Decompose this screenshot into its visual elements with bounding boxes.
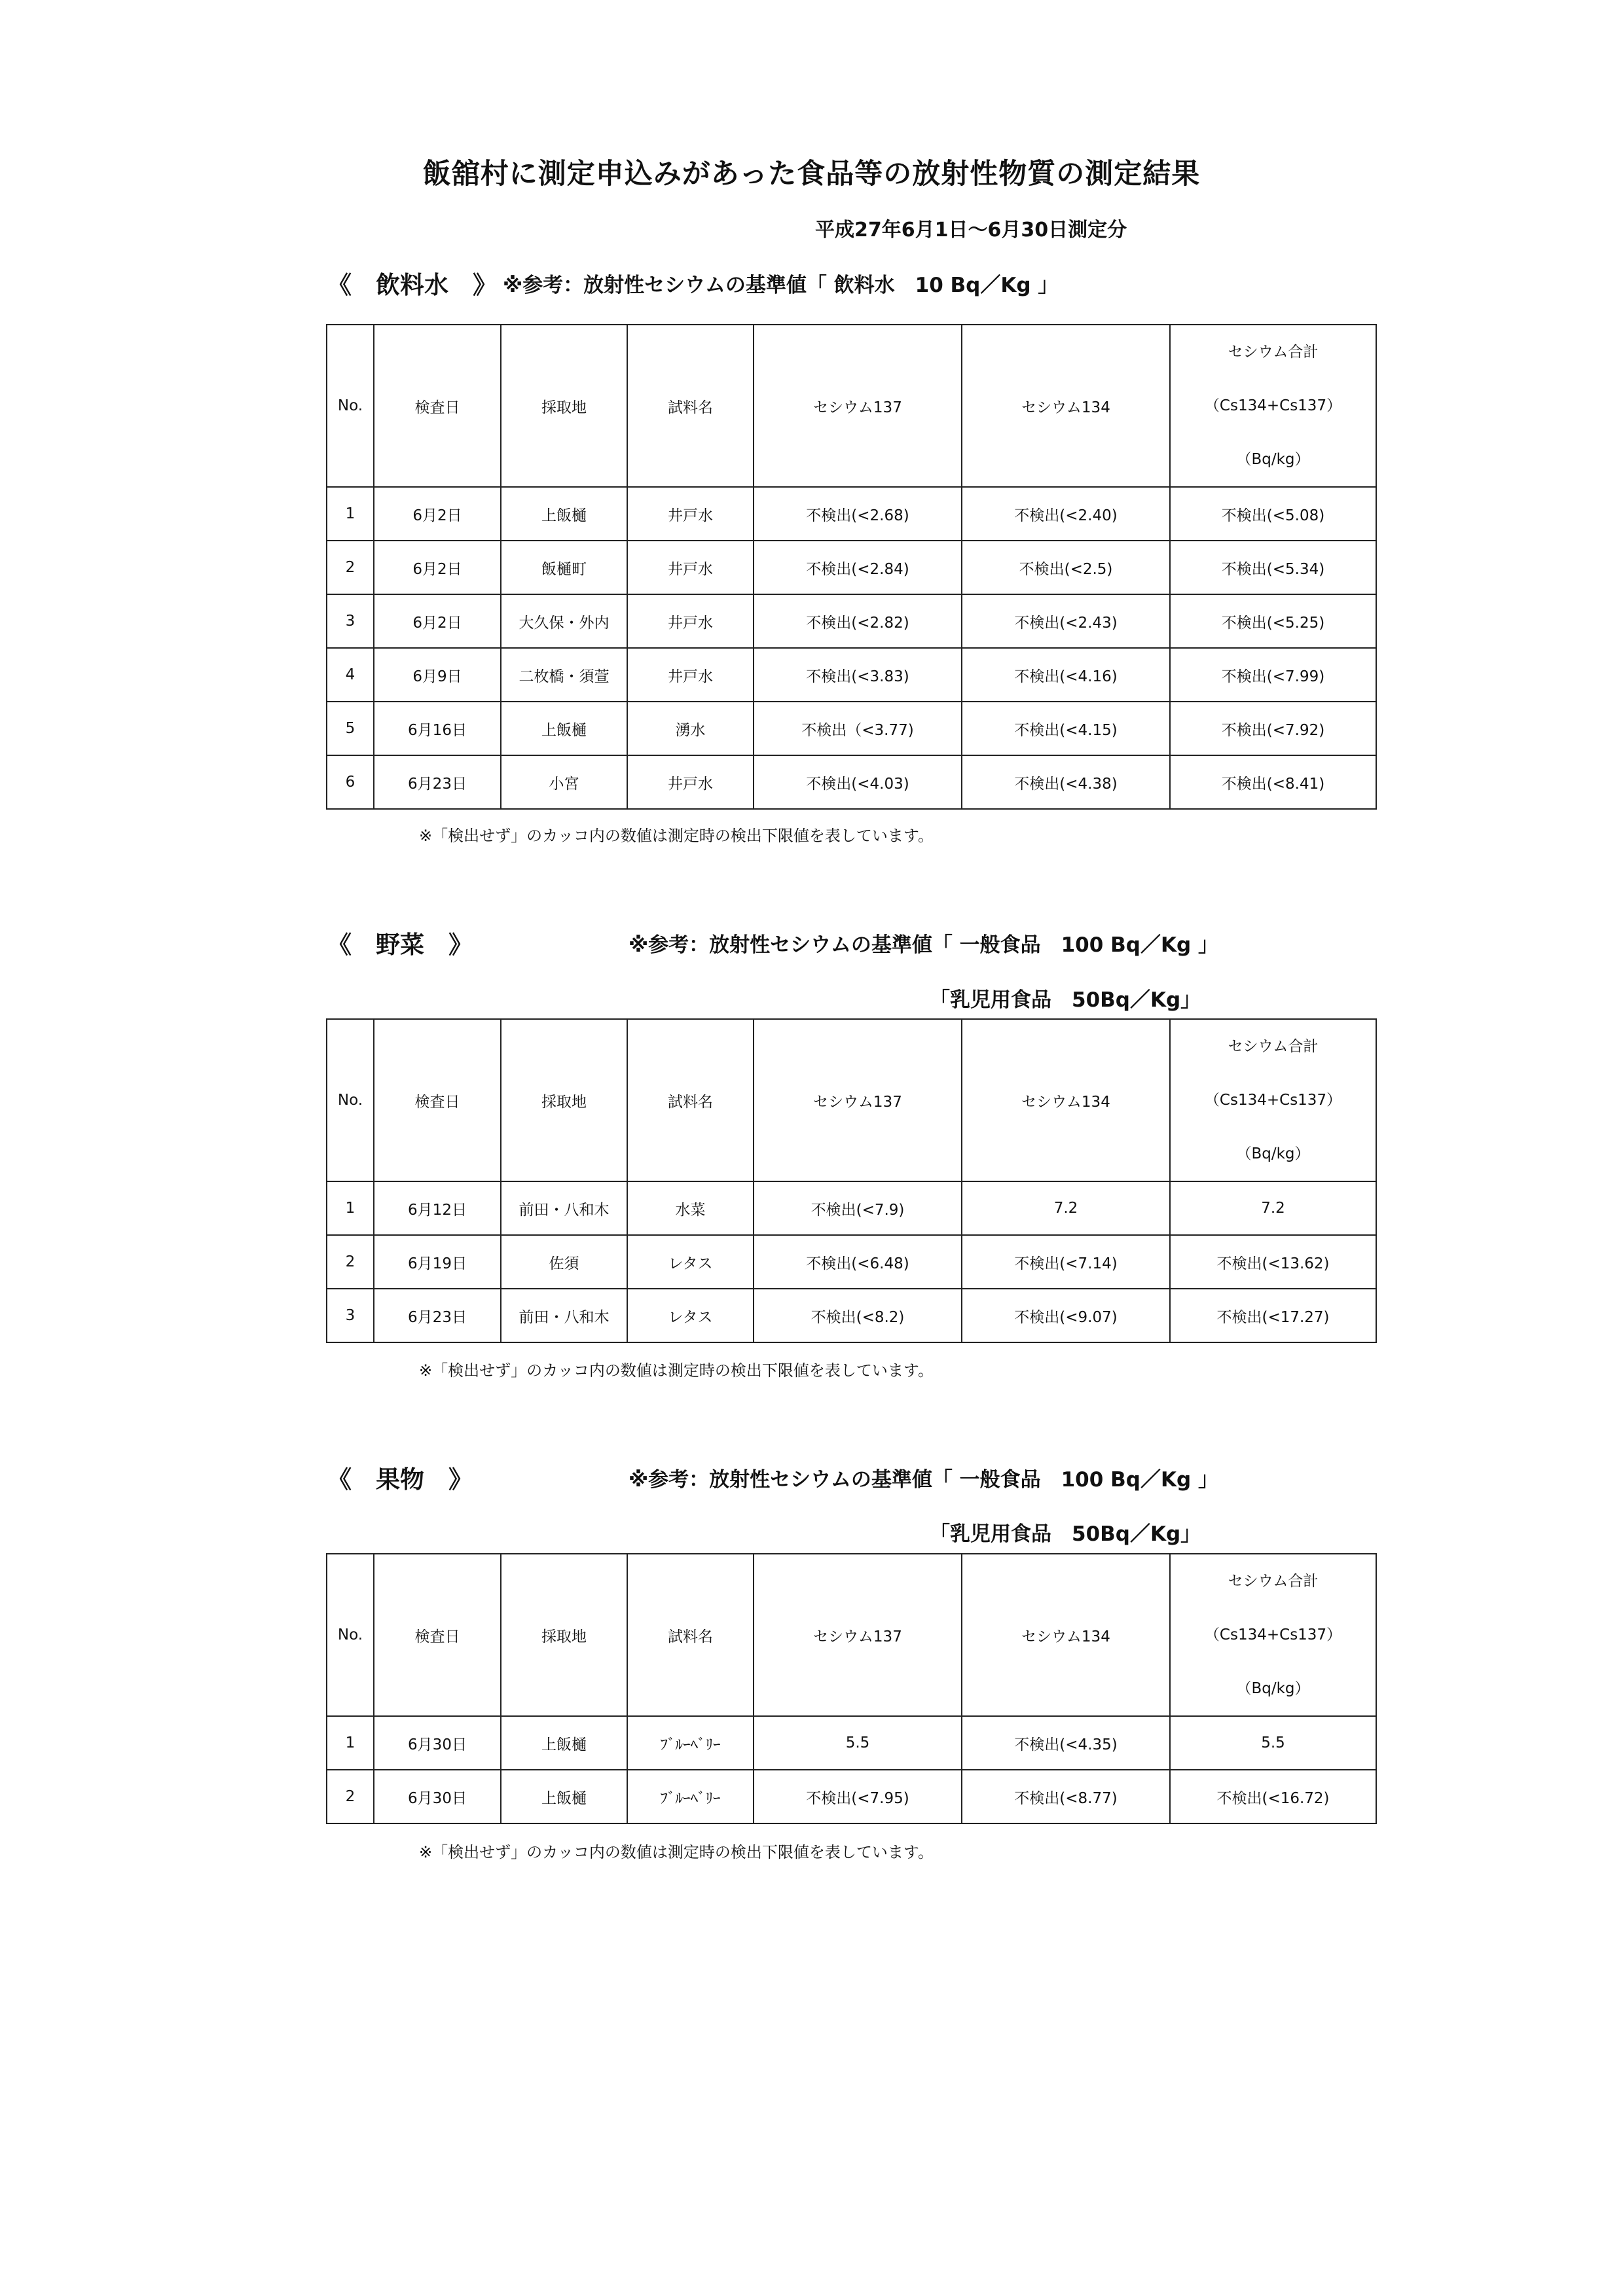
header-cs134: セシウム134 [962,325,1170,487]
cell-total: 不検出(<16.72) [1170,1770,1376,1823]
header-cs134: セシウム134 [962,1554,1170,1716]
cell-sample: 井戸水 [627,541,754,594]
cell-place: 前田・八和木 [501,1289,627,1342]
footnote-fruits: ※「検出せず」のカッコ内の数値は測定時の検出下限値を表しています。 [419,1843,934,1861]
cell-cs137: 不検出(<7.9) [754,1181,962,1235]
cell-cs137: 不検出（<3.77) [754,702,962,755]
header-no: No. [327,325,374,487]
cell-total: 不検出(<13.62) [1170,1235,1376,1289]
header-total [1170,1019,1376,1181]
header-cs137: セシウム137 [754,1554,962,1716]
cell-total: 7.2 [1170,1181,1376,1235]
table-row [327,541,1376,594]
cell-place: 飯樋町 [501,541,627,594]
section-label-drinking-water: 《 飲料水 》 [327,271,497,299]
header-date: 検査日 [374,325,501,487]
cell-date: 6月19日 [374,1235,501,1289]
cell-no: 1 [327,487,374,541]
cell-sample: レタス [627,1289,754,1342]
cell-cs134: 7.2 [962,1181,1170,1235]
header-total [1170,1554,1376,1716]
header-no: No. [327,1554,374,1716]
section-note-infant-vegetables: 「乳児用食品 50Bq／Kg」 [930,988,1201,1012]
section-note-fruits: ※参考：放射性セシウムの基準値「 一般食品 100 Bq／Kg 」 [629,1468,1218,1492]
cell-total: 不検出(<7.99) [1170,648,1376,702]
cell-place: 小宮 [501,755,627,809]
table-row [327,1181,1376,1235]
cell-place: 上飯樋 [501,702,627,755]
cell-place: 二枚橋・須萱 [501,648,627,702]
cell-date: 6月2日 [374,594,501,648]
cell-cs134: 不検出(<2.43) [962,594,1170,648]
cell-sample: 井戸水 [627,594,754,648]
section-note-infant-fruits: 「乳児用食品 50Bq／Kg」 [930,1522,1201,1546]
cell-cs137: 不検出(<8.2) [754,1289,962,1342]
cell-total: 不検出(<5.34) [1170,541,1376,594]
cell-total: 不検出(<8.41) [1170,755,1376,809]
footnote-vegetables: ※「検出せず」のカッコ内の数値は測定時の検出下限値を表しています。 [419,1361,934,1380]
cell-cs134: 不検出(<9.07) [962,1289,1170,1342]
table-row [327,487,1376,541]
cell-place: 上飯樋 [501,1716,627,1770]
header-total-line2: （Cs134+Cs137） [1204,397,1342,414]
cell-place: 前田・八和木 [501,1181,627,1235]
header-place: 採取地 [501,1019,627,1181]
table-row [327,1770,1376,1823]
table-fruits [326,1553,1377,1824]
cell-cs134: 不検出(<4.35) [962,1716,1170,1770]
table-vegetables [326,1018,1377,1343]
header-place: 採取地 [501,1554,627,1716]
header-sample: 試料名 [627,1554,754,1716]
cell-sample: 水菜 [627,1181,754,1235]
header-total-line2: （Cs134+Cs137） [1204,1626,1342,1643]
header-sample: 試料名 [627,325,754,487]
section-note-drinking-water: ※参考：放射性セシウムの基準値「 飲料水 10 Bq／Kg 」 [503,274,1059,297]
table-drinking-water [326,324,1377,810]
header-total-line1: セシウム合計 [1228,1038,1319,1055]
cell-date: 6月9日 [374,648,501,702]
cell-date: 6月12日 [374,1181,501,1235]
cell-total: 5.5 [1170,1716,1376,1770]
cell-cs134: 不検出(<2.40) [962,487,1170,541]
cell-cs134: 不検出(<4.15) [962,702,1170,755]
cell-place: 大久保・外内 [501,594,627,648]
header-date: 検査日 [374,1554,501,1716]
cell-cs134: 不検出(<4.16) [962,648,1170,702]
section-label-fruits: 《 果物 》 [327,1465,473,1494]
cell-cs137: 不検出(<2.82) [754,594,962,648]
cell-no: 3 [327,594,374,648]
table-header-row [327,1019,1376,1181]
cell-cs137: 不検出(<2.68) [754,487,962,541]
cell-date: 6月30日 [374,1716,501,1770]
cell-sample: 井戸水 [627,648,754,702]
cell-no: 2 [327,1235,374,1289]
cell-cs134: 不検出(<2.5) [962,541,1170,594]
cell-no: 1 [327,1181,374,1235]
cell-date: 6月2日 [374,487,501,541]
header-sample: 試料名 [627,1019,754,1181]
header-date: 検査日 [374,1019,501,1181]
table-header-row [327,325,1376,487]
footnote-drinking-water: ※「検出せず」のカッコ内の数値は測定時の検出下限値を表しています。 [419,827,934,845]
header-cs134: セシウム134 [962,1019,1170,1181]
table-row [327,594,1376,648]
table-row [327,702,1376,755]
table-row [327,648,1376,702]
cell-sample: ﾌﾞﾙｰﾍﾞﾘｰ [627,1770,754,1823]
header-total-line1: セシウム合計 [1228,344,1319,361]
table-row [327,755,1376,809]
header-cs137: セシウム137 [754,1019,962,1181]
cell-sample: レタス [627,1235,754,1289]
header-no: No. [327,1019,374,1181]
cell-sample: 湧水 [627,702,754,755]
table-header-row [327,1554,1376,1716]
cell-no: 4 [327,648,374,702]
measurement-period: 平成27年6月1日～6月30日測定分 [815,219,1127,242]
cell-no: 2 [327,1770,374,1823]
cell-no: 1 [327,1716,374,1770]
header-total-line1: セシウム合計 [1228,1573,1319,1590]
cell-no: 5 [327,702,374,755]
cell-cs134: 不検出(<4.38) [962,755,1170,809]
cell-total: 不検出(<5.08) [1170,487,1376,541]
table-row [327,1235,1376,1289]
header-total-line3: （Bq/kg） [1236,1680,1310,1697]
cell-cs137: 不検出(<4.03) [754,755,962,809]
section-label-vegetables: 《 野菜 》 [327,931,473,959]
header-total-line2: （Cs134+Cs137） [1204,1092,1342,1109]
cell-cs134: 不検出(<8.77) [962,1770,1170,1823]
header-place: 採取地 [501,325,627,487]
cell-cs134: 不検出(<7.14) [962,1235,1170,1289]
cell-date: 6月30日 [374,1770,501,1823]
cell-cs137: 不検出(<3.83) [754,648,962,702]
cell-place: 佐須 [501,1235,627,1289]
cell-date: 6月23日 [374,755,501,809]
cell-cs137: 不検出(<2.84) [754,541,962,594]
cell-sample: 井戸水 [627,755,754,809]
cell-place: 上飯樋 [501,487,627,541]
cell-no: 6 [327,755,374,809]
cell-total: 不検出(<17.27) [1170,1289,1376,1342]
cell-cs137: 5.5 [754,1716,962,1770]
table-row [327,1716,1376,1770]
cell-sample: ﾌﾞﾙｰﾍﾞﾘｰ [627,1716,754,1770]
header-total-line3: （Bq/kg） [1236,451,1310,468]
cell-cs137: 不検出(<7.95) [754,1770,962,1823]
cell-no: 3 [327,1289,374,1342]
table-row [327,1289,1376,1342]
cell-total: 不検出(<7.92) [1170,702,1376,755]
cell-total: 不検出(<5.25) [1170,594,1376,648]
document-title: 飯舘村に測定申込みがあった食品等の放射性物質の測定結果 [422,158,1201,190]
header-total-line3: （Bq/kg） [1236,1145,1310,1162]
cell-date: 6月2日 [374,541,501,594]
cell-no: 2 [327,541,374,594]
section-note-vegetables: ※参考：放射性セシウムの基準値「 一般食品 100 Bq／Kg 」 [629,933,1218,957]
cell-date: 6月16日 [374,702,501,755]
header-total [1170,325,1376,487]
cell-date: 6月23日 [374,1289,501,1342]
cell-sample: 井戸水 [627,487,754,541]
cell-place: 上飯樋 [501,1770,627,1823]
header-cs137: セシウム137 [754,325,962,487]
cell-cs137: 不検出(<6.48) [754,1235,962,1289]
